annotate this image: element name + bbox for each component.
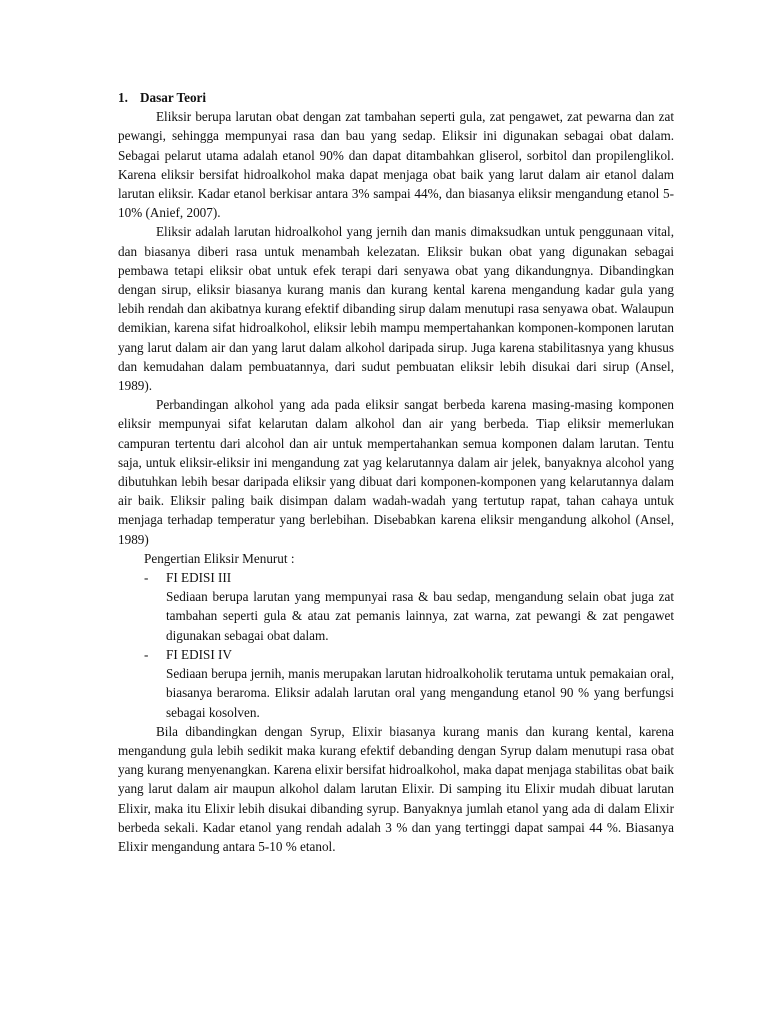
closing-paragraph: Bila dibandingkan dengan Syrup, Elixir biasanya kurang manis dan kurang kental, karena mengandung gula lebih sedikit maka kurang efektif debanding dengan Syrup dalam menutupi rasa obat yang kurang menyenangkan. Karena elixir bersifat hidroalkohol, maka dapat menjaga stabilitas obat baik yang larut dalam air maupun alkohol dalam larutan Elixir. Di samping itu Elixir mudah dibuat larutan Elixir, maka itu Elixir lebih disukai dibanding syrup. Banyaknya jumlah etanol yang ada di dalam Elixir berbeda sekali. Kadar etanol yang rendah adalah 3 % dan yang tertinggi dapat sampai 44 %. Biasanya Elixir mengandung antara 5-10 % etanol. <box>118 723 674 854</box>
definition-text: Sediaan berupa jernih, manis merupakan larutan hidroalkoholik terutama untuk pemakaian oral, biasanya beraroma. Eliksir adalah larutan oral yang mengandung etanol 90 % yang berfungsi sebagai kosolven. <box>166 666 674 720</box>
section-number: 1. <box>118 90 128 105</box>
paragraph-1: Eliksir berupa larutan obat dengan zat tambahan seperti gula, zat pengawet, zat pewarna dan zat pewangi, sehingga mempunyai rasa dan bau yang sedap. Eliksir ini digunakan sebagai obat dalam. Sebagai pelarut utama adalah etanol 90% dan dapat ditambahkan gliserol, sorbitol dan propilenglikol. Karena eliksir bersifat hidroalkohol maka dapat menjaga obat baik yang larut dalam air etanol dalam larutan eliksir. Kadar etanol berkisar antara 3% sampai 44%, dan biasanya eliksir mengandung etanol 5-10% (Anief, 2007). <box>118 109 674 221</box>
paragraph-2: Eliksir adalah larutan hidroalkohol yang jernih dan manis dimaksudkan untuk penggunaan vital, dan biasanya diberi rasa untuk menambah kelezatan. Eliksir bukan obat yang digunakan sebagai pembawa tetapi eliksir obat untuk efek terapi dari senyawa obat yang dikandungnya. Dibandingkan dengan sirup, eliksir biasanya kurang manis dan kurang kental karena mengandung kadar gula yang lebih rendah dan akibatnya kurang efektif dibanding sirup dalam menutupi rasa senyawa obat. Walaupun demikian, karena sifat hidroalkohol, eliksir lebih mampu mempertahankan komponen-komponen larutan yang larut dalam air dan yang larut dalam alkohol daripada sirup. Juga karena stabilitasnya yang khusus dan kemudahan dalam pembuatannya, dari sudut pembuatan eliksir lebih disukai dari sirup (Ansel, 1989). <box>118 224 674 394</box>
definitions-intro: Pengertian Eliksir Menurut : <box>144 550 295 566</box>
definition-text: Sediaan berupa larutan yang mempunyai rasa & bau sedap, mengandung selain obat juga zat tambahan seperti gula & atau zat pemanis lainnya, zat warna, zat pewangi & zat pengawet digunakan sebagai obat dalam. <box>166 589 674 643</box>
bullet-dash: - <box>144 646 149 662</box>
bullet-dash: - <box>144 570 149 586</box>
document-content <box>118 88 674 856</box>
definition-item-head <box>118 568 674 587</box>
definition-source: FI EDISI IV <box>166 646 232 662</box>
paragraph-3: Perbandingan alkohol yang ada pada eliksir sangat berbeda karena masing-masing komponen eliksir mempunyai sifat kelarutan dalam alkohol dan air yang berbeda. Tiap eliksir memerlukan campuran tertentu dari alcohol dan air untuk mempertahankan semua komponen dalam larutan. Tentu saja, untuk eliksir-eliksir ini mengandung zat yag kelarutannya dalam air jelek, banyaknya alcohol yang dibutuhkan lebih besar daripada eliksir yang dibuat dari komponen-komponen yang kelarutannya dalam air baik. Eliksir paling baik disimpan dalam wadah-wadah yang tertutup rapat, tahan cahaya untuk menjaga terhadap temperatur yang berlebihan. Disebabkan karena eliksir mengandung alkohol (Ansel, 1989) <box>118 397 674 547</box>
section-heading <box>118 88 674 107</box>
definition-source: FI EDISI III <box>166 570 232 586</box>
definition-item-head <box>118 645 674 664</box>
section-title: Dasar Teori <box>140 90 207 105</box>
